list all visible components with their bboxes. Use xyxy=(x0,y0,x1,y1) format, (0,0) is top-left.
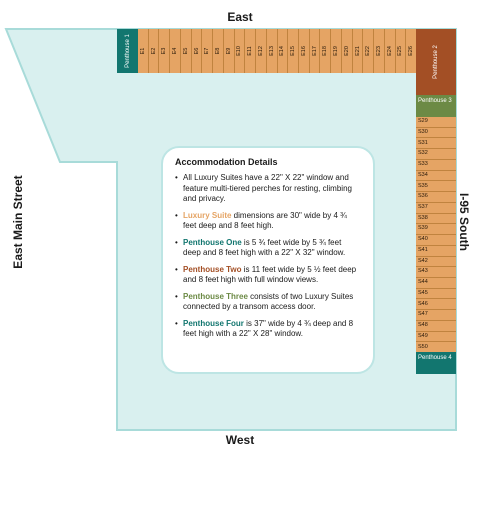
suite-label: E17 xyxy=(311,46,318,56)
suite-e26[interactable] xyxy=(406,29,416,73)
suite-label: E5 xyxy=(182,47,189,55)
details-item-highlight: Penthouse Four xyxy=(183,318,244,328)
suite-e10[interactable] xyxy=(235,29,246,73)
penthouse-2[interactable] xyxy=(416,29,456,95)
suite-e1[interactable] xyxy=(138,29,149,73)
suite-label: E1 xyxy=(139,47,146,55)
suite-e16[interactable] xyxy=(299,29,310,73)
suite-e9[interactable] xyxy=(224,29,235,73)
accommodation-details-panel xyxy=(161,146,375,374)
suite-e19[interactable] xyxy=(331,29,342,73)
suite-e3[interactable] xyxy=(159,29,170,73)
suite-label: E7 xyxy=(204,47,211,55)
suite-s43[interactable]: S43 xyxy=(416,267,456,278)
penthouse-1-label: Penthouse 1 xyxy=(124,34,131,68)
suite-label: E24 xyxy=(386,46,393,56)
suite-label: E12 xyxy=(257,46,264,56)
suite-e12[interactable] xyxy=(256,29,267,73)
suite-s34[interactable]: S34 xyxy=(416,171,456,182)
suite-s46[interactable]: S46 xyxy=(416,299,456,310)
suite-e7[interactable] xyxy=(202,29,213,73)
details-item-text: All Luxury Suites have a 22" X 22" window and feature multi-tiered perches for resting, climbing and privacy. xyxy=(183,173,352,203)
details-item xyxy=(175,173,361,205)
suite-s50[interactable]: S50 xyxy=(416,342,456,352)
details-item-highlight: Penthouse Three xyxy=(183,291,248,301)
suite-label: E10 xyxy=(236,46,243,56)
suite-s40[interactable]: S40 xyxy=(416,235,456,246)
suite-label: E16 xyxy=(300,46,307,56)
suite-e5[interactable] xyxy=(181,29,192,73)
suite-e14[interactable] xyxy=(278,29,289,73)
penthouse-3-label: Penthouse 3 xyxy=(418,98,452,104)
details-title: Accommodation Details xyxy=(175,157,278,167)
suite-s37[interactable]: S37 xyxy=(416,203,456,214)
suite-label: E22 xyxy=(365,46,372,56)
direction-label-bottom: West xyxy=(225,433,255,447)
suite-label: E21 xyxy=(354,46,361,56)
details-item xyxy=(175,265,361,286)
suite-s32[interactable]: S32 xyxy=(416,149,456,160)
suite-e22[interactable] xyxy=(363,29,374,73)
details-item-highlight: Penthouse Two xyxy=(183,264,242,274)
suite-e20[interactable] xyxy=(342,29,353,73)
suite-s36[interactable]: S36 xyxy=(416,192,456,203)
suite-e17[interactable] xyxy=(310,29,321,73)
suite-e24[interactable] xyxy=(385,29,396,73)
suite-label: E26 xyxy=(408,46,415,56)
penthouse-4-label: Penthouse 4 xyxy=(418,355,452,361)
details-item-highlight: Luxury Suite xyxy=(183,210,232,220)
suite-label: E19 xyxy=(333,46,340,56)
suite-e21[interactable] xyxy=(353,29,364,73)
suite-e8[interactable] xyxy=(213,29,224,73)
penthouse-2-label: Penthouse 2 xyxy=(433,45,439,79)
details-item xyxy=(175,238,361,259)
suite-label: E15 xyxy=(290,46,297,56)
suite-label: E23 xyxy=(376,46,383,56)
details-item-text: consists of two Luxury Suites connected by a transom access door. xyxy=(183,291,354,311)
suite-e23[interactable] xyxy=(374,29,385,73)
suite-s42[interactable]: S42 xyxy=(416,257,456,268)
details-item xyxy=(175,319,361,340)
penthouse-4[interactable] xyxy=(416,352,456,374)
suite-s30[interactable]: S30 xyxy=(416,128,456,139)
suite-e11[interactable] xyxy=(245,29,256,73)
penthouse-3[interactable] xyxy=(416,95,456,117)
suite-label: E8 xyxy=(215,47,221,55)
details-list xyxy=(175,173,361,340)
suite-s33[interactable]: S33 xyxy=(416,160,456,171)
penthouse-1[interactable] xyxy=(117,29,138,73)
suite-e15[interactable] xyxy=(288,29,299,73)
suite-s49[interactable]: S49 xyxy=(416,332,456,343)
details-item xyxy=(175,292,361,313)
suite-e13[interactable] xyxy=(267,29,278,73)
suite-label: E25 xyxy=(397,46,404,56)
details-item-text: is 5 ¾ feet wide by 5 ¾ feet deep and 8 feet high with a 22" X 32" window. xyxy=(183,237,346,257)
suite-label: E13 xyxy=(268,46,275,56)
suite-label: E3 xyxy=(161,47,168,55)
suite-label: E11 xyxy=(247,46,254,56)
suite-label: E9 xyxy=(225,47,232,55)
details-item-highlight: Penthouse One xyxy=(183,237,242,247)
suite-s39[interactable]: S39 xyxy=(416,224,456,235)
suite-label: E20 xyxy=(343,46,350,56)
suite-e2[interactable] xyxy=(149,29,160,73)
suite-label: E14 xyxy=(279,46,286,56)
suite-label: E2 xyxy=(150,47,157,55)
details-item-text: is 11 feet wide by 5 ½ feet deep and 8 feet high with full window views. xyxy=(183,264,357,284)
direction-label-right: I-95 South xyxy=(457,192,471,252)
direction-label-left: East Main Street xyxy=(11,175,25,269)
east-suite-row xyxy=(138,29,416,73)
direction-label-top: East xyxy=(227,10,253,24)
suite-s48[interactable]: S48 xyxy=(416,321,456,332)
suite-label: E18 xyxy=(322,46,329,56)
suite-s31[interactable]: S31 xyxy=(416,138,456,149)
suite-label: E4 xyxy=(172,47,179,55)
suite-s35[interactable]: S35 xyxy=(416,181,456,192)
suite-e18[interactable] xyxy=(320,29,331,73)
details-item xyxy=(175,211,361,232)
suite-e6[interactable] xyxy=(192,29,203,73)
suite-e25[interactable] xyxy=(396,29,407,73)
suite-s41[interactable]: S41 xyxy=(416,246,456,257)
details-item-text: is 37" wide by 4 ¾ deep and 8 feet high with a 22" X 28" window. xyxy=(183,318,354,338)
suite-s45[interactable]: S45 xyxy=(416,289,456,300)
suite-s38[interactable]: S38 xyxy=(416,214,456,225)
suite-label: E6 xyxy=(193,47,200,55)
details-item-text: dimensions are 30" wide by 4 ¾ feet deep and 8 feet high. xyxy=(183,210,347,230)
suite-e4[interactable] xyxy=(170,29,181,73)
suite-s44[interactable]: S44 xyxy=(416,278,456,289)
suite-s29[interactable]: S29 xyxy=(416,117,456,128)
south-suite-column xyxy=(416,117,456,352)
suite-s47[interactable]: S47 xyxy=(416,310,456,321)
